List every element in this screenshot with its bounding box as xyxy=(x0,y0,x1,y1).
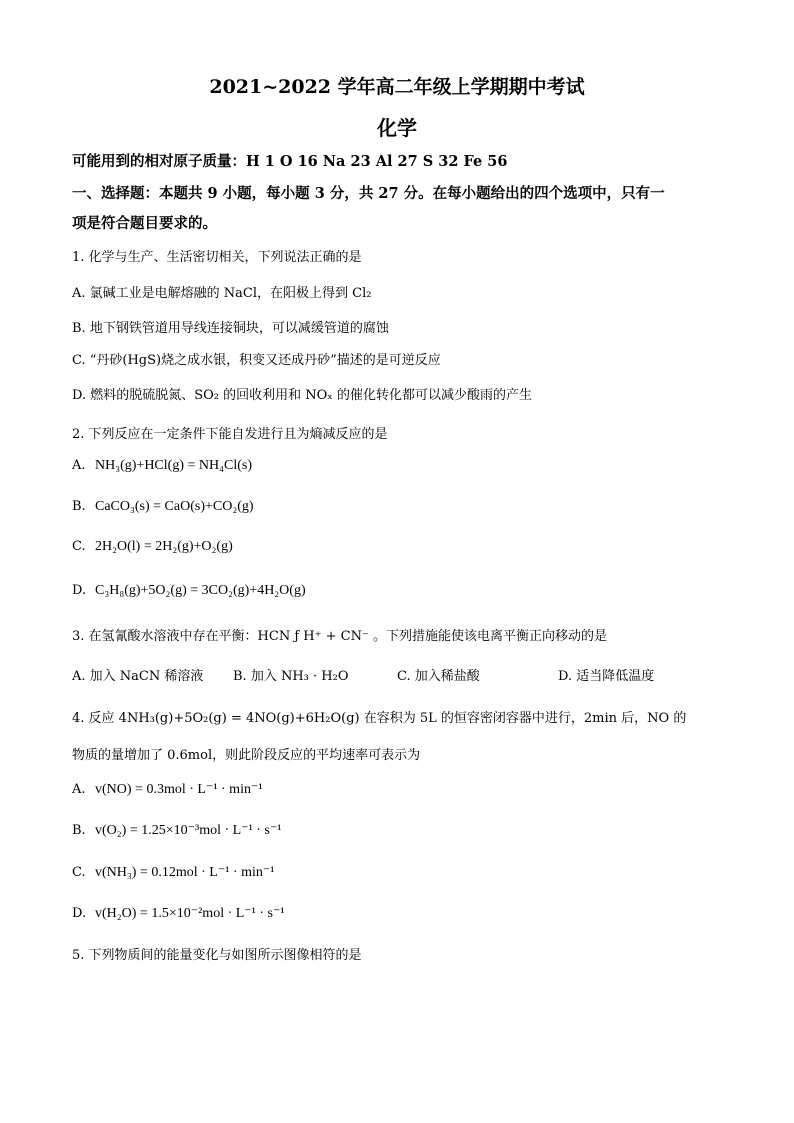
q4-stem-line1: 4. 反应 4NH₃(g)+5O₂(g) = 4NO(g)+6H₂O(g) 在容积为 5L 的恒容密闭容器中进行，2min 后，NO 的 xyxy=(72,711,687,726)
equation: CaCO₃(s) = CaO(s)+CO₂(g) xyxy=(95,499,254,514)
equation: v(NH₃) = 0.12mol · L⁻¹ · min⁻¹ xyxy=(95,865,275,880)
q4-stem-line2: 物质的量增加了 0.6mol，则此阶段反应的平均速率可表示为 xyxy=(72,748,421,763)
q2-option-d xyxy=(72,583,306,599)
equation: C₃H₈(g)+5O₂(g) = 3CO₂(g)+4H₂O(g) xyxy=(95,583,306,598)
option-label: C. xyxy=(72,539,86,554)
q1-stem: 1. 化学与生产、生活密切相关，下列说法正确的是 xyxy=(72,250,362,265)
equation: 2H₂O(l) = 2H₂(g)+O₂(g) xyxy=(95,539,233,554)
q2-option-a xyxy=(72,458,252,474)
section-heading-line1: 一、选择题：本题共 9 小题，每小题 3 分，共 27 分。在每小题给出的四个选项中，只有一 xyxy=(72,185,665,202)
q1-option-d: D. 燃料的脱硫脱氮、SO₂ 的回收利用和 NOₓ 的催化转化都可以减少酸雨的产生 xyxy=(72,388,532,403)
q3-option-c: C. 加入稀盐酸 xyxy=(397,669,480,684)
q2-option-c xyxy=(72,539,233,555)
q2-stem: 2. 下列反应在一定条件下能自发进行且为熵减反应的是 xyxy=(72,427,388,442)
exam-title: 2021~2022 学年高二年级上学期期中考试 xyxy=(209,76,585,98)
q3-stem: 3. 在氢氰酸水溶液中存在平衡：HCN ƒ H⁺ + CN⁻ 。下列措施能使该电离平衡正向移动的是 xyxy=(72,629,607,644)
option-label: B. xyxy=(72,823,86,838)
subject-title: 化学 xyxy=(377,116,417,140)
option-label: C. xyxy=(72,865,86,880)
q2-option-b xyxy=(72,499,254,515)
atomic-masses: 可能用到的相对原子质量：H 1 O 16 Na 23 Al 27 S 32 Fe 56 xyxy=(72,153,508,170)
equation: v(H₂O) = 1.5×10⁻²mol · L⁻¹ · s⁻¹ xyxy=(95,906,285,921)
option-label: D. xyxy=(72,906,87,921)
equation: NH₃(g)+HCl(g) = NH₄Cl(s) xyxy=(95,458,252,473)
option-label: A. xyxy=(72,458,86,473)
option-label: D. xyxy=(72,583,87,598)
q1-option-c: C. “丹砂(HgS)烧之成水银，积变又还成丹砂”描述的是可逆反应 xyxy=(72,353,441,368)
q4-option-c xyxy=(72,864,274,881)
q1-option-b: B. 地下钢铁管道用导线连接铜块，可以减缓管道的腐蚀 xyxy=(72,321,389,336)
equation: v(NO) = 0.3mol · L⁻¹ · min⁻¹ xyxy=(95,782,263,797)
q1-option-a: A. 氯碱工业是电解熔融的 NaCl，在阳极上得到 Cl₂ xyxy=(72,286,372,301)
q5-stem: 5. 下列物质间的能量变化与如图所示图像相符的是 xyxy=(72,948,362,963)
q3-option-d: D. 适当降低温度 xyxy=(558,669,655,684)
q3-option-a: A. 加入 NaCN 稀溶液 xyxy=(72,669,204,684)
q3-options xyxy=(0,665,794,685)
option-label: B. xyxy=(72,499,86,514)
q4-option-a xyxy=(72,781,263,798)
option-label: A. xyxy=(72,782,86,797)
q3-option-b: B. 加入 NH₃ · H₂O xyxy=(233,669,349,684)
equation: v(O₂) = 1.25×10⁻³mol · L⁻¹ · s⁻¹ xyxy=(95,823,282,838)
q4-option-b xyxy=(72,822,281,839)
q4-option-d xyxy=(72,905,285,922)
section-heading-line2: 项是符合题目要求的。 xyxy=(72,215,217,232)
